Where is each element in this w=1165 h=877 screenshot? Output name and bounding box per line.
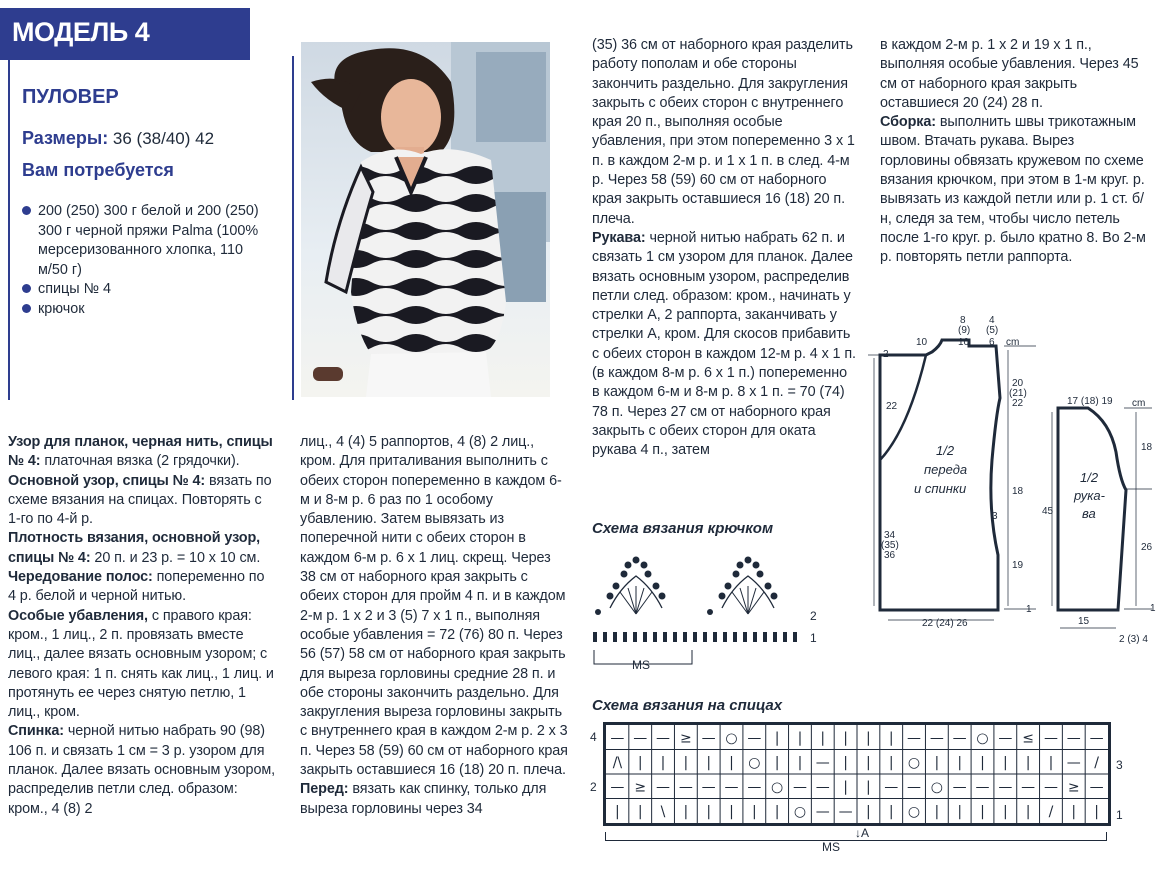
knit-stitch-symbol: — <box>747 730 762 747</box>
dim-label: 8 <box>960 315 966 326</box>
pattern-label: 1/2 <box>1080 470 1099 485</box>
knit-stitch-symbol: | <box>934 803 940 820</box>
knit-ms-label: MS <box>822 840 840 854</box>
paragraph: Узор для планок, черная нить, спицы № 4: платочная вязка (2 грядочки). <box>8 434 273 470</box>
knit-stitch-symbol: | <box>980 803 985 820</box>
materials-item: 200 (250) 300 г белой и 200 (250) 300 г черной пряжи Palma (100% мерсеризованного хлопка, 110 м/50 г) <box>22 202 262 280</box>
knit-stitch-symbol: ≥ <box>679 730 692 747</box>
knit-stitch-symbol: — <box>907 730 922 747</box>
materials-heading: Вам потребуется <box>22 160 174 180</box>
knit-stitch-symbol: | <box>957 803 963 820</box>
front-back-pattern <box>868 310 1038 635</box>
knit-arrow-label: A <box>861 826 870 840</box>
dim-label: 15 <box>1078 616 1090 627</box>
knit-stitch-symbol: ○ <box>725 730 738 747</box>
knit-stitch-symbol: ○ <box>976 730 989 747</box>
paragraph: Плотность вязания, основной узор, спицы № 4: 20 п. и 23 р. = 10 х 10 см. <box>8 530 261 566</box>
knit-stitch-symbol: — <box>792 779 807 796</box>
knit-stitch-symbol: — <box>1066 730 1081 747</box>
dim-label: 22 <box>886 401 898 412</box>
sleeve-pattern <box>1040 392 1158 647</box>
instructions-column-4 <box>880 36 1146 268</box>
dim-label: 2 (3) 4 <box>1119 634 1148 645</box>
dim-label: 45 <box>1042 506 1054 517</box>
dim-label: 4 <box>989 315 995 326</box>
knit-stitch-symbol: | <box>866 803 871 820</box>
knit-stitch-symbol: | <box>615 803 620 820</box>
dim-label: 22 (24) 26 <box>922 618 968 629</box>
crochet-motif-2 <box>707 557 778 616</box>
model-photo <box>301 42 550 397</box>
model-title: МОДЕЛЬ 4 <box>12 17 150 47</box>
knit-stitch-symbol: | <box>888 730 894 747</box>
dim-label: 20 <box>1012 378 1024 389</box>
dim-label: 1 <box>1150 603 1156 614</box>
crochet-scheme <box>590 548 830 673</box>
knit-stitch-symbol: | <box>774 730 780 747</box>
knit-stitch-symbol: | <box>980 754 985 771</box>
knit-stitch-symbol: — <box>929 730 944 747</box>
dim-label: 10 <box>958 337 970 348</box>
knit-stitch-symbol: | <box>797 730 803 747</box>
dim-label: 2 <box>883 349 889 360</box>
dim-label: 22 <box>1012 398 1024 409</box>
dim-label: (21) <box>1009 388 1027 399</box>
knit-stitch-symbol: — <box>884 779 899 796</box>
knit-stitch-symbol: — <box>656 779 671 796</box>
knit-row-label-4: 4 <box>590 730 597 744</box>
knit-stitch-symbol: | <box>706 803 712 820</box>
crochet-base-row <box>593 632 797 642</box>
sizes-line <box>22 128 214 149</box>
sizes-value: 36 (38/40) 42 <box>108 129 215 148</box>
knit-stitch-symbol: ≥ <box>634 779 647 796</box>
dim-label: 17 (18) 19 <box>1067 396 1113 407</box>
knit-stitch-symbol: — <box>1089 730 1104 747</box>
knit-stitch-symbol: — <box>656 730 671 747</box>
knit-stitch-symbol: | <box>1025 754 1031 771</box>
instructions-column-3 <box>592 36 858 461</box>
knit-stitch-symbol: ○ <box>793 803 807 820</box>
knit-stitch-symbol: — <box>1021 779 1036 796</box>
bullet-icon <box>22 304 31 313</box>
dim-label: 10 <box>916 337 928 348</box>
knit-stitch-symbol: | <box>774 803 780 820</box>
paragraph: Особые убавления, с правого края: кром., 1 лиц., 2 п. провязать вместе лиц., далее вязать основным узором; с левого края: 1 п. снять как лиц., 1 лиц. и протянуть ее через снятую петлю, 1 лиц., кром. <box>8 607 274 721</box>
instructions-column-2 <box>300 433 568 819</box>
dim-label: 19 <box>1012 560 1024 571</box>
knit-stitch-symbol: /\ <box>612 754 623 771</box>
bullet-icon <box>22 206 31 215</box>
knit-stitch-symbol: | <box>1002 803 1008 820</box>
knit-stitch-symbol: | <box>843 754 848 771</box>
knit-stitch-symbol: | <box>797 754 803 771</box>
instructions-column-1 <box>8 433 276 819</box>
knit-stitch-symbol: | <box>1071 803 1077 820</box>
knit-stitch-symbol: | <box>866 779 871 796</box>
knit-stitch-symbol: — <box>701 779 716 796</box>
paragraph: (35) 36 см от наборного края разделить работу пополам и обе стороны закончить раздельно. Для закругления закрыть с обеих сторон с внутреннего края 20 п., выполняя особые убавления, при этом попеременно 3 х 1 п. в каждом 2-м р. и 1 х 1 п. в след. 4-м р. Через 58 (59) 60 см от наборного края закрыть оставшиеся 16 (18) 20 п. плеча. <box>592 37 855 227</box>
pattern-label: и спинки <box>914 481 967 496</box>
knit-stitch-symbol: — <box>1066 754 1081 771</box>
knit-stitch-symbol: / <box>1094 754 1099 771</box>
pattern-label: переда <box>924 462 968 477</box>
knit-stitch-symbol: | <box>888 754 894 771</box>
knit-stitch-symbol: — <box>1043 730 1058 747</box>
knit-stitch-symbol: — <box>701 730 716 747</box>
pattern-label: ва <box>1082 506 1096 521</box>
knit-stitch-symbol: — <box>975 779 990 796</box>
knit-row-label-1: 1 <box>1116 808 1123 822</box>
knit-stitch-symbol: | <box>660 754 666 771</box>
knit-row-label-3: 3 <box>1116 758 1123 772</box>
knitting-grid <box>606 725 1108 823</box>
knit-stitch-symbol: | <box>683 803 689 820</box>
knit-stitch-symbol: | <box>934 754 940 771</box>
dim-label: (5) <box>986 325 999 336</box>
dim-label: (9) <box>958 325 971 336</box>
garment-title: ПУЛОВЕР <box>22 86 119 108</box>
sizes-label: Размеры: <box>22 128 109 148</box>
materials-item: спицы № 4 <box>22 280 262 300</box>
knit-stitch-symbol: — <box>678 779 693 796</box>
knit-stitch-symbol: — <box>815 803 830 820</box>
unit-label: cm <box>1006 337 1020 348</box>
dim-label: 3 <box>992 511 998 522</box>
knit-stitch-symbol: | <box>866 754 871 771</box>
dim-label: 36 <box>884 550 896 561</box>
dim-label: 18 <box>1141 442 1153 453</box>
knit-stitch-symbol: — <box>610 730 625 747</box>
paragraph: Основной узор, спицы № 4: вязать по схеме вязания на спицах. Повторять с 1-го по 4-й р. <box>8 472 272 528</box>
knit-stitch-symbol: ○ <box>930 779 943 796</box>
knit-stitch-symbol: | <box>1048 754 1054 771</box>
knit-stitch-symbol: — <box>952 779 967 796</box>
knit-stitch-symbol: ○ <box>907 754 921 771</box>
dim-label: 26 <box>1141 542 1153 553</box>
unit-label: cm <box>1132 398 1146 409</box>
knit-stitch-symbol: — <box>610 779 625 796</box>
knit-stitch-symbol: ≥ <box>1067 779 1080 796</box>
knitting-scheme-title: Схема вязания на спицах <box>592 697 783 714</box>
knit-arrow-a <box>855 826 869 840</box>
paragraph: Перед: вязать как спинку, только для выреза горловины через 34 <box>300 781 547 817</box>
knit-stitch-symbol: — <box>815 754 830 771</box>
knit-stitch-symbol: | <box>1094 803 1099 820</box>
knit-stitch-symbol: | <box>637 754 643 771</box>
knit-stitch-symbol: — <box>724 779 739 796</box>
knit-stitch-symbol: — <box>815 779 830 796</box>
dim-label: 18 <box>1012 486 1024 497</box>
knit-stitch-symbol: | <box>729 754 734 771</box>
model-photo-illustration <box>301 42 550 397</box>
model-header <box>0 8 250 60</box>
dim-label: 34 <box>884 530 896 541</box>
knit-stitch-symbol: \ <box>660 803 666 820</box>
knit-stitch-symbol: — <box>998 730 1013 747</box>
knit-stitch-symbol: — <box>907 779 922 796</box>
knit-stitch-symbol: — <box>838 803 853 820</box>
knit-stitch-symbol: | <box>751 803 757 820</box>
knit-stitch-symbol: | <box>706 754 712 771</box>
knit-stitch-symbol: — <box>1043 779 1058 796</box>
knit-stitch-symbol: | <box>774 754 780 771</box>
knit-stitch-symbol: — <box>747 779 762 796</box>
paragraph: Сборка: выполнить швы трикотажным швом. Втачать рукава. Вырез горловины обвязать кружевом по схеме вязания крючком, при этом в 1-м круг. р. вывязать из каждой петли или р. 1 ст. б/н, следя за тем, чтобы число петель после 1-го круг. р. было кратно 8. Во 2-м р. повторять петли раппорта. <box>880 114 1146 266</box>
paragraph: в каждом 2-м р. 1 х 2 и 19 х 1 п., выполняя особые убавления. Через 45 см от наборного края закрыть оставшиеся 20 (24) 28 п. <box>880 37 1139 111</box>
knit-stitch-symbol: ○ <box>907 803 921 820</box>
knit-stitch-symbol: ≤ <box>1022 730 1035 747</box>
knit-stitch-symbol: | <box>843 730 848 747</box>
knit-stitch-symbol: | <box>957 754 963 771</box>
bullet-icon <box>22 284 31 293</box>
pattern-label: рука- <box>1074 488 1105 503</box>
crochet-ms-label: MS <box>632 658 650 672</box>
materials-item: крючок <box>22 300 262 320</box>
paragraph: Рукава: черной нитью набрать 62 п. и связать 1 см узором для планок. Далее вязать основным узором, распределив петли след. образом: кром., начинать у стрелки А, 2 раппорта, заканчивать у стрелки А, кром. Для скосов прибавить с обеих сторон в каждом 12-м р. 4 х 1 п. (в каждом 8-м р. 6 х 1 п.) попеременно в каждом 6-м и 8-м р. 8 х 1 п. = 70 (74) 78 п. Через 27 см от наборного края закрыть с обеих сторон для оката рукава 4 п., затем <box>592 229 856 459</box>
knit-stitch-symbol: | <box>866 730 871 747</box>
paragraph: Спинка: черной нитью набрать 90 (98) 106 п. и связать 1 см = 3 р. узором для планок. Далее вязать основным узором, распределив петли след. образом: кром., 4 (8) 2 <box>8 723 276 817</box>
knit-stitch-symbol: | <box>1002 754 1008 771</box>
crochet-motif-1 <box>595 557 666 616</box>
knit-stitch-symbol: ○ <box>748 754 761 771</box>
knit-stitch-symbol: ○ <box>771 779 784 796</box>
knit-stitch-symbol: | <box>683 754 689 771</box>
crochet-scheme-title: Схема вязания крючком <box>592 520 774 537</box>
knit-stitch-symbol: — <box>998 779 1013 796</box>
paragraph: лиц., 4 (4) 5 раппортов, 4 (8) 2 лиц., кром. Для приталивания выполнить с обеих сторон попеременно в каждом 6-м и 8-м р. 6 раз по 1 особому убавлению. Затем вывязать из поперечной нити с обеих сторон в каждом 6-м р. 6 х 1 лиц. скрещ. Через 38 см от наборного края закрыть с обеих сторон для пройм 4 п. и в каждом 2-м р. 1 х 2 и 3 (5) 7 х 1 п., выполняя особые убавления = 72 (76) 80 п. Через 56 (57) 58 см от наборного края закрыть для выреза горловины средние 28 п. и обе стороны закончить раздельно. Для закругления выреза горловины закрыть с внутреннего края в каждом 2-м р. 2 х 3 п. Через 58 (59) 60 см от наборного края закрыть оставшиеся 16 (18) 20 п. плеча. <box>300 434 568 779</box>
crochet-row-label: 2 <box>810 609 817 623</box>
knit-stitch-symbol: | <box>637 803 643 820</box>
pattern-label: 1/2 <box>936 443 955 458</box>
dim-label: 1 <box>1026 604 1032 615</box>
materials-list <box>22 202 262 319</box>
knit-stitch-symbol: — <box>1089 779 1104 796</box>
dim-label: 6 <box>989 337 995 348</box>
knit-stitch-symbol: | <box>820 730 826 747</box>
crochet-row-label: 1 <box>810 631 817 645</box>
arrow-down-icon: ↓ <box>855 826 861 840</box>
knit-stitch-symbol: — <box>633 730 648 747</box>
knit-stitch-symbol: / <box>1048 803 1054 820</box>
dim-label: (35) <box>881 540 899 551</box>
knit-stitch-symbol: | <box>843 779 848 796</box>
knit-stitch-symbol: | <box>729 803 734 820</box>
materials-box <box>8 56 294 400</box>
knit-stitch-symbol: | <box>1025 803 1031 820</box>
knit-stitch-symbol: — <box>952 730 967 747</box>
knit-row-label-2: 2 <box>590 780 597 794</box>
knitting-chart <box>603 722 1111 826</box>
paragraph: Чередование полос: попеременно по 4 р. белой и черной нитью. <box>8 569 265 605</box>
knit-stitch-symbol: | <box>888 803 894 820</box>
